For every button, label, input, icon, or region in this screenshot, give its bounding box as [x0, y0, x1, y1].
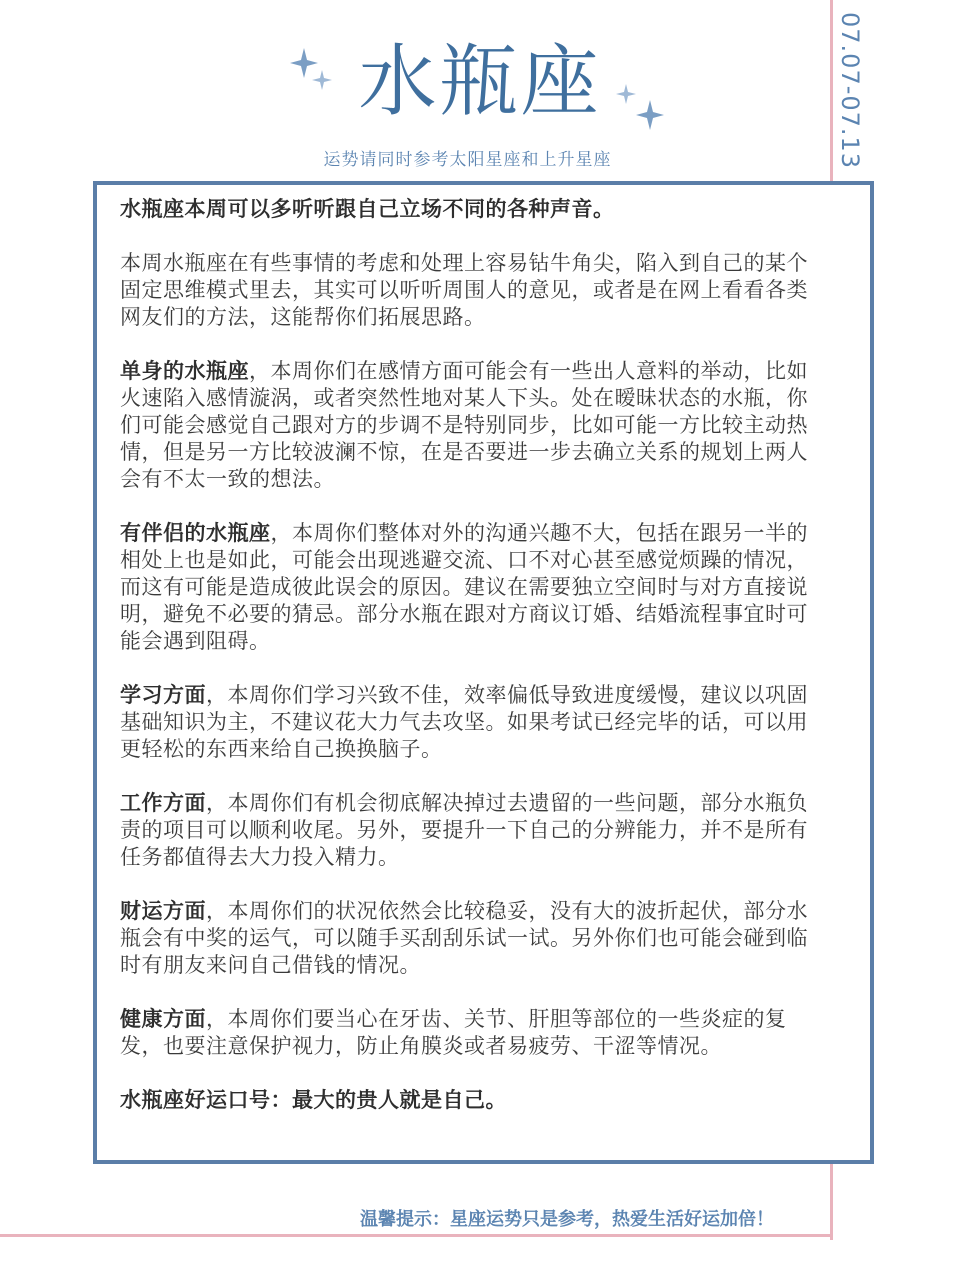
section-text: ，本周你们整体对外的沟通兴趣不大，包括在跟另一半的相处上也是如此，可能会出现逃避交流、口不对心甚至感觉烦躁的情况，而这有可能是造成彼此误会的原因。建议在需要独立空间时与对方直接说明，避免不必要的猜忌。部分水瓶在跟对方商议订婚、结婚流程事宜时可能会遇到阻碍。 [120, 521, 808, 653]
page-title: 水瓶座 [358, 37, 602, 127]
section-heading: 工作方面 [120, 791, 206, 815]
lead-sentence: 水瓶座本周可以多听听跟自己立场不同的各种声音。 [120, 197, 615, 221]
footer-tip: 温馨提示：星座运势只是参考，热爱生活好运加倍！ [360, 1209, 774, 1230]
section-single [120, 358, 820, 493]
decorative-horizontal-line [0, 1234, 833, 1237]
section-partnered [120, 520, 820, 655]
section-heading: 学习方面 [120, 683, 206, 707]
date-range: 07.07-07.13 [836, 12, 864, 170]
section-work [120, 790, 820, 871]
section-heading: 健康方面 [120, 1007, 206, 1031]
section-heading: 单身的水瓶座 [120, 359, 249, 383]
section-text: ，本周你们学习兴致不佳，效率偏低导致进度缓慢，建议以巩固基础知识为主，不建议花大力气去攻坚。如果考试已经完毕的话，可以用更轻松的东西来给自己换换脑子。 [120, 683, 808, 761]
section-study [120, 682, 820, 763]
section-text: ，本周你们要当心在牙齿、关节、肝胆等部位的一些炎症的复发，也要注意保护视力，防止角膜炎或者易疲劳、干涩等情况。 [120, 1007, 787, 1058]
horoscope-content [120, 196, 820, 1141]
section-text: ，本周你们在感情方面可能会有一些出人意料的举动，比如火速陷入感情漩涡，或者突然性地对某人下头。处在暧昧状态的水瓶，你们可能会感觉自己跟对方的步调不是特别同步，比如可能一方比较主动热情，但是另一方比较波澜不惊，在是否要进一步去确立关系的规划上两人会有不太一致的想法。 [120, 359, 808, 491]
intro-paragraph: 本周水瓶座在有些事情的考虑和处理上容易钻牛角尖，陷入到自己的某个固定思维模式里去，其实可以听听周围人的意见，或者是在网上看看各类网友们的方法，这能帮你们拓展思路。 [120, 251, 808, 329]
page-subtitle: 运势请同时参考太阳星座和上升星座 [323, 150, 612, 170]
section-heading: 财运方面 [120, 899, 206, 923]
section-wealth [120, 898, 820, 979]
section-health [120, 1006, 820, 1060]
section-text: ，本周你们有机会彻底解决掉过去遗留的一些问题，部分水瓶负责的项目可以顺利收尾。另外，要提升一下自己的分辨能力，并不是所有任务都值得去大力投入精力。 [120, 791, 808, 869]
section-text: ，本周你们的状况依然会比较稳妥，没有大的波折起伏，部分水瓶会有中奖的运气，可以随手买刮刮乐试一试。另外你们也可能会碰到临时有朋友来问自己借钱的情况。 [120, 899, 808, 977]
lucky-slogan: 水瓶座好运口号：最大的贵人就是自己。 [120, 1088, 507, 1112]
section-heading: 有伴侣的水瓶座 [120, 521, 271, 545]
